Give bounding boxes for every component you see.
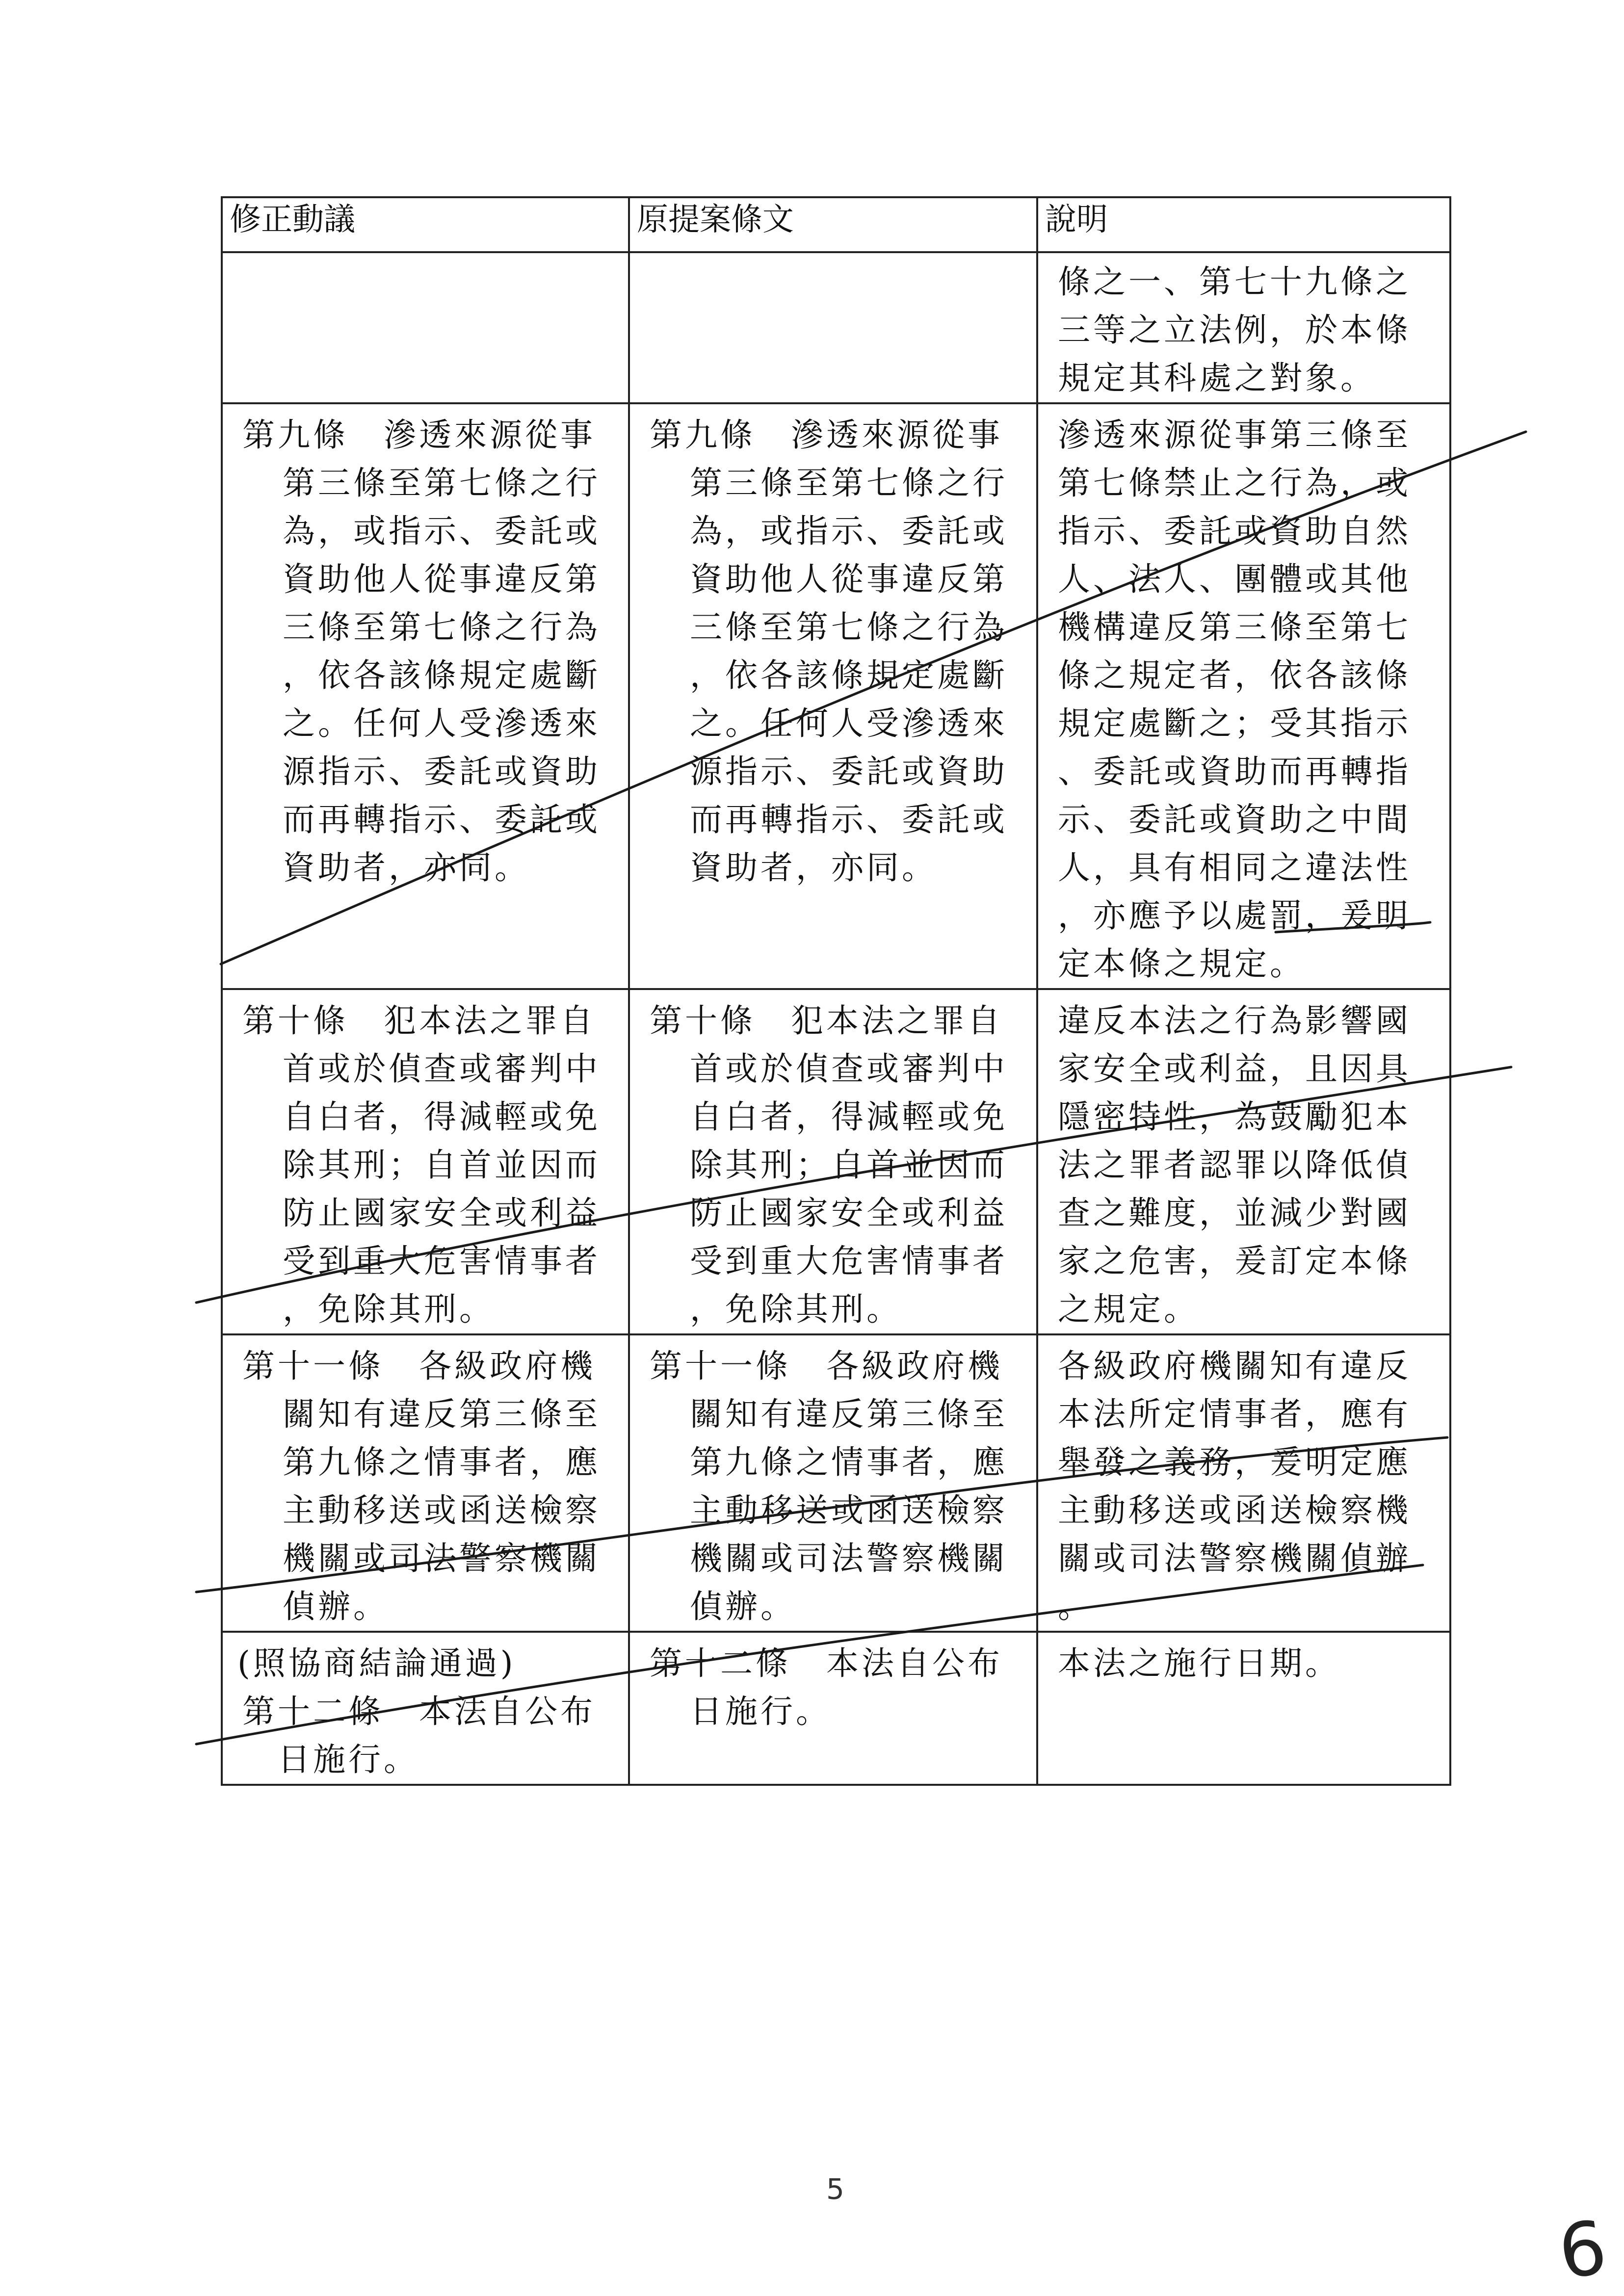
- text-line: 滲透來源從事第三條至: [1058, 416, 1411, 454]
- cell-explanation: [1037, 403, 1450, 989]
- text-line: 除其刑；自首並因而: [283, 1146, 601, 1184]
- text-line: ，免除其刑。: [690, 1290, 902, 1328]
- text-line: 防止國家安全或利益: [283, 1194, 601, 1232]
- cell-original: [629, 1334, 1037, 1632]
- text-line: 源指示、委託或資助: [690, 753, 1008, 790]
- text-line: 舉發之義務，爰明定應: [1058, 1443, 1411, 1481]
- text-line: 示、委託或資助之中間: [1058, 801, 1411, 838]
- text-line: 受到重大危害情事者: [283, 1242, 601, 1280]
- text-line: 首或於偵查或審判中: [690, 1050, 1008, 1088]
- text-line: 主動移送或函送檢察機: [1058, 1491, 1411, 1529]
- text-line: 關知有違反第三條至: [283, 1395, 601, 1433]
- table-row: [222, 252, 1450, 403]
- text-line: 三等之立法例，於本條: [1058, 311, 1411, 349]
- cell-original: [629, 252, 1037, 403]
- cell-amendment: [222, 1334, 629, 1632]
- text-line: 各級政府機關知有違反: [1058, 1347, 1411, 1385]
- table-row: [222, 1632, 1450, 1785]
- text-line: 第十條 犯本法之罪自: [242, 1002, 596, 1040]
- text-line: 、委託或資助而再轉指: [1058, 753, 1411, 790]
- text-line: 機構違反第三條至第七: [1058, 608, 1411, 646]
- text-line: 之規定。: [1058, 1290, 1199, 1328]
- comparison-table: [221, 196, 1451, 1786]
- text-line: ，依各該條規定處斷: [283, 656, 601, 694]
- cell-original: [629, 403, 1037, 989]
- table-row: [222, 1334, 1450, 1632]
- cell-explanation: [1037, 1632, 1450, 1785]
- text-line: ，依各該條規定處斷: [690, 656, 1008, 694]
- text-line: 違反本法之行為影響國: [1058, 1002, 1411, 1040]
- cell-amendment: [222, 989, 629, 1334]
- text-line: 自白者，得減輕或免: [690, 1098, 1008, 1136]
- text-line: 機關或司法警察機關: [283, 1539, 601, 1577]
- cell-amendment: [222, 1632, 629, 1785]
- cell-amendment: [222, 252, 629, 403]
- text-line: 家之危害，爰訂定本條: [1058, 1242, 1411, 1280]
- text-line: 機關或司法警察機關: [690, 1539, 1008, 1577]
- text-line: 之。任何人受滲透來: [283, 704, 601, 742]
- text-line: 隱密特性，為鼓勵犯本: [1058, 1098, 1411, 1136]
- text-line: 第十一條 各級政府機: [242, 1347, 596, 1385]
- text-line: 日施行。: [278, 1741, 419, 1778]
- text-line: 之。任何人受滲透來: [690, 704, 1008, 742]
- text-line: 除其刑；自首並因而: [690, 1146, 1008, 1184]
- text-line: 主動移送或函送檢察: [690, 1491, 1008, 1529]
- text-line: 三條至第七條之行為: [690, 608, 1008, 646]
- text-line: 定本條之規定。: [1058, 945, 1305, 983]
- text-line: 而再轉指示、委託或: [690, 801, 1008, 838]
- text-line: 第九條 滲透來源從事: [242, 416, 596, 454]
- text-line: (照協商結論通過): [237, 1644, 516, 1682]
- text-line: 資助他人從事違反第: [283, 560, 601, 598]
- table-row: [222, 403, 1450, 989]
- text-line: 首或於偵查或審判中: [283, 1050, 601, 1088]
- cell-original: [629, 1632, 1037, 1785]
- text-line: 第三條至第七條之行: [690, 464, 1008, 502]
- text-line: 規定其科處之對象。: [1058, 359, 1376, 397]
- header-explanation: 說明: [1037, 197, 1450, 252]
- text-line: 防止國家安全或利益: [690, 1194, 1008, 1232]
- text-line: 人，具有相同之違法性: [1058, 849, 1411, 887]
- text-line: 。: [1058, 1588, 1093, 1625]
- text-line: 受到重大危害情事者: [690, 1242, 1008, 1280]
- text-line: 偵辦。: [690, 1588, 796, 1625]
- text-line: 第十二條 本法自公布: [650, 1644, 1003, 1682]
- text-line: 第九條 滲透來源從事: [650, 416, 1003, 454]
- text-line: 為，或指示、委託或: [690, 512, 1008, 550]
- text-line: 家安全或利益，且因具: [1058, 1050, 1411, 1088]
- cell-original: [629, 989, 1037, 1334]
- text-line: 偵辦。: [283, 1588, 389, 1625]
- table-header-row: [222, 197, 1450, 252]
- table-row: [222, 989, 1450, 1334]
- text-line: 規定處斷之；受其指示: [1058, 704, 1411, 742]
- text-line: 為，或指示、委託或: [283, 512, 601, 550]
- text-line: 查之難度，並減少對國: [1058, 1194, 1411, 1232]
- text-line: 第九條之情事者，應: [690, 1443, 1008, 1481]
- text-line: 三條至第七條之行為: [283, 608, 601, 646]
- text-line: 條之規定者，依各該條: [1058, 656, 1411, 694]
- text-line: 第十條 犯本法之罪自: [650, 1002, 1003, 1040]
- text-line: 條之一、第七十九條之: [1058, 263, 1411, 301]
- text-line: 本法之施行日期。: [1058, 1644, 1340, 1682]
- cell-explanation: [1037, 989, 1450, 1334]
- handwritten-page-mark: 6: [1553, 2205, 1612, 2296]
- text-line: 主動移送或函送檢察: [283, 1491, 601, 1529]
- text-line: 人、法人、團體或其他: [1058, 560, 1411, 598]
- text-line: 源指示、委託或資助: [283, 753, 601, 790]
- text-line: 第九條之情事者，應: [283, 1443, 601, 1481]
- text-line: 自白者，得減輕或免: [283, 1098, 601, 1136]
- text-line: 指示、委託或資助自然: [1058, 512, 1411, 550]
- text-line: ，免除其刑。: [283, 1290, 495, 1328]
- text-line: 資助者，亦同。: [283, 849, 530, 887]
- text-line: 資助他人從事違反第: [690, 560, 1008, 598]
- text-line: 第十二條 本法自公布: [242, 1693, 596, 1730]
- header-amendment: 修正動議: [222, 197, 629, 252]
- cell-amendment: [222, 403, 629, 989]
- text-line: 資助者，亦同。: [690, 849, 937, 887]
- header-original: 原提案條文: [629, 197, 1037, 252]
- text-line: 第十一條 各級政府機: [650, 1347, 1003, 1385]
- page-number: 5: [826, 2172, 844, 2206]
- text-line: 關或司法警察機關偵辦: [1058, 1539, 1411, 1577]
- text-line: 第七條禁止之行為，或: [1058, 464, 1411, 502]
- cell-explanation: [1037, 252, 1450, 403]
- text-line: 而再轉指示、委託或: [283, 801, 601, 838]
- cell-explanation: [1037, 1334, 1450, 1632]
- text-line: 法之罪者認罪以降低偵: [1058, 1146, 1411, 1184]
- text-line: 關知有違反第三條至: [690, 1395, 1008, 1433]
- text-line: 日施行。: [690, 1693, 831, 1730]
- text-line: ，亦應予以處罰，爰明: [1058, 897, 1411, 935]
- text-line: 第三條至第七條之行: [283, 464, 601, 502]
- text-line: 本法所定情事者，應有: [1058, 1395, 1411, 1433]
